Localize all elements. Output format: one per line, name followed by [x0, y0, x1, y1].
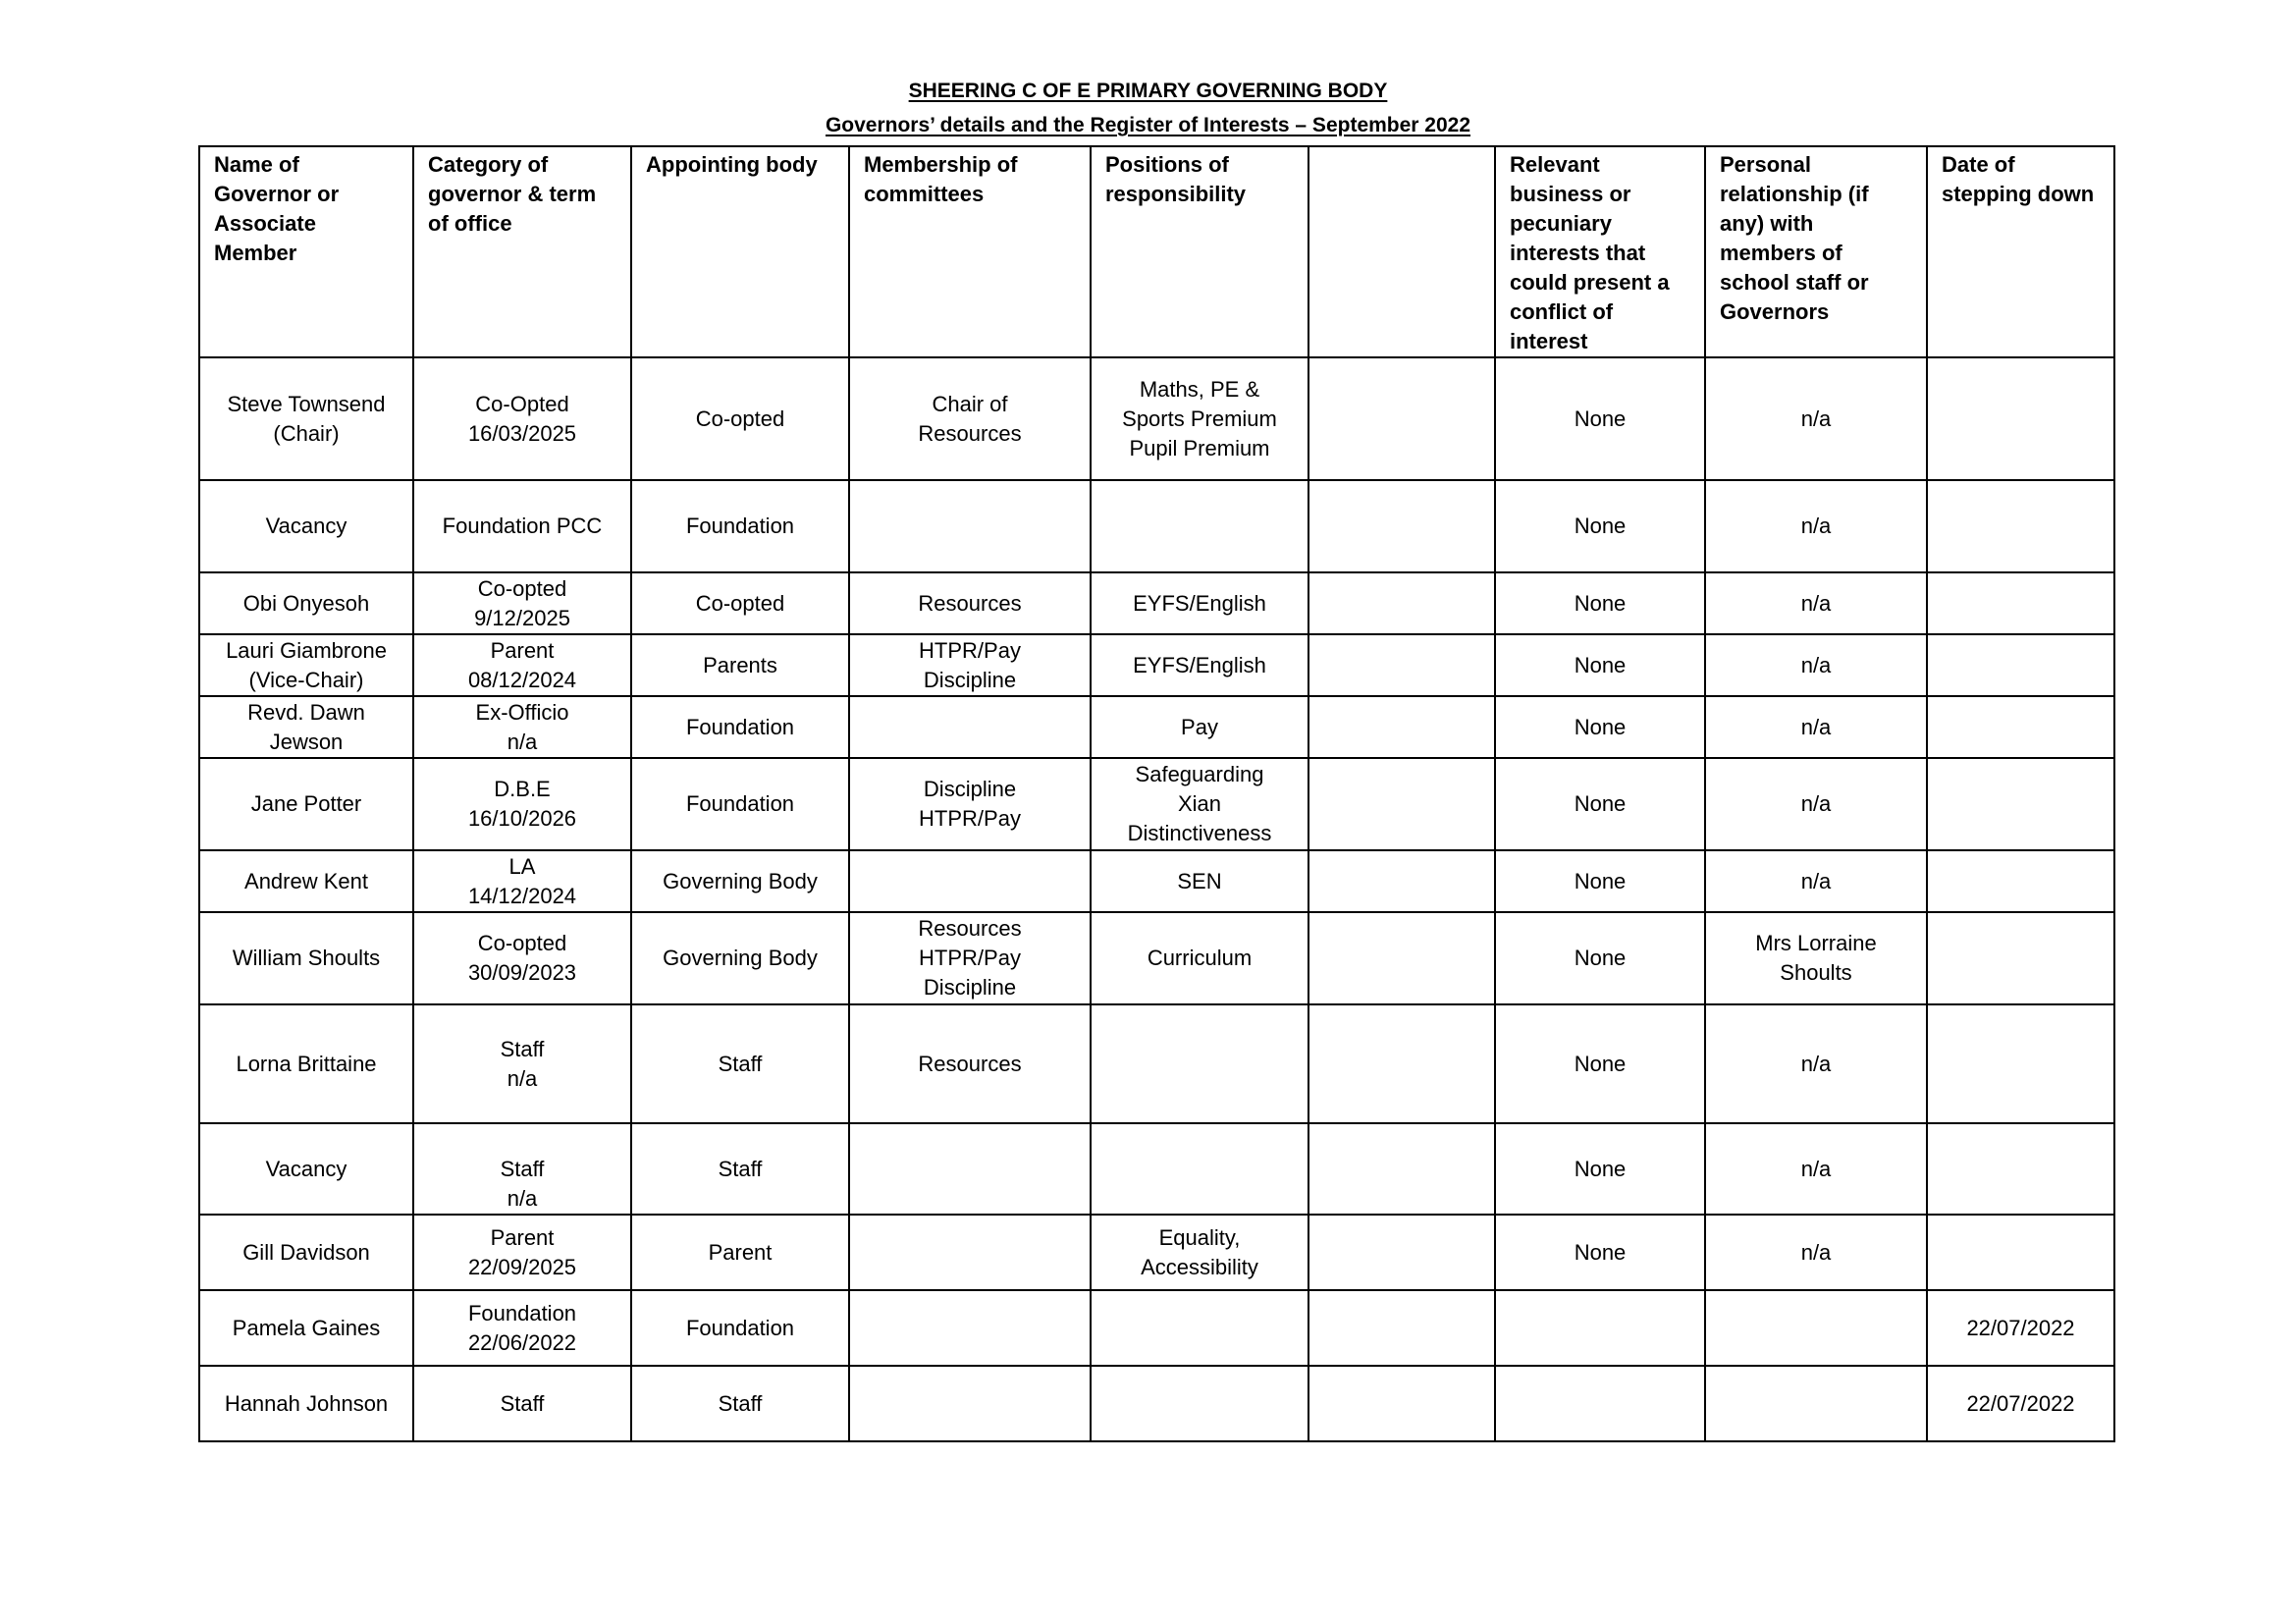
cell-stepping-down	[1927, 480, 2114, 572]
cell-appointing-body: Parents	[631, 634, 849, 696]
cell-committees: Resources	[849, 1004, 1091, 1123]
cell-committees: HTPR/Pay Discipline	[849, 634, 1091, 696]
cell-relationship: n/a	[1705, 1004, 1927, 1123]
cell-interests: None	[1495, 357, 1705, 480]
cell-interests: None	[1495, 480, 1705, 572]
cell-name: Gill Davidson	[199, 1215, 413, 1290]
cell-relationship: n/a	[1705, 634, 1927, 696]
cell-appointing-body: Foundation	[631, 696, 849, 758]
cell-positions	[1091, 1366, 1308, 1441]
cell-interests: None	[1495, 1123, 1705, 1215]
cell-category: Co-Opted 16/03/2025	[413, 357, 631, 480]
cell-stepping-down	[1927, 357, 2114, 480]
cell-appointing-body: Foundation	[631, 1290, 849, 1366]
cell-committees: Discipline HTPR/Pay	[849, 758, 1091, 850]
cell-category: Ex-Officio n/a	[413, 696, 631, 758]
cell-category: Parent 22/09/2025	[413, 1215, 631, 1290]
cell-name: Lorna Brittaine	[199, 1004, 413, 1123]
cell-blank	[1308, 634, 1495, 696]
cell-appointing-body: Co-opted	[631, 572, 849, 634]
cell-committees: Resources HTPR/Pay Discipline	[849, 912, 1091, 1004]
header-committees: Membership of committees	[849, 146, 1091, 357]
cell-positions: Safeguarding Xian Distinctiveness	[1091, 758, 1308, 850]
cell-appointing-body: Foundation	[631, 758, 849, 850]
table-row	[199, 696, 2114, 758]
cell-appointing-body: Governing Body	[631, 912, 849, 1004]
table-row	[199, 634, 2114, 696]
cell-interests: None	[1495, 1215, 1705, 1290]
cell-interests: None	[1495, 634, 1705, 696]
cell-interests: None	[1495, 758, 1705, 850]
cell-positions: Pay	[1091, 696, 1308, 758]
cell-blank	[1308, 1290, 1495, 1366]
cell-name: Jane Potter	[199, 758, 413, 850]
cell-stepping-down	[1927, 1215, 2114, 1290]
cell-category: Staff n/a	[413, 1123, 631, 1215]
cell-positions: EYFS/English	[1091, 572, 1308, 634]
header-name: Name of Governor or Associate Member	[199, 146, 413, 357]
cell-appointing-body: Co-opted	[631, 357, 849, 480]
cell-category: Foundation 22/06/2022	[413, 1290, 631, 1366]
cell-committees	[849, 1366, 1091, 1441]
cell-appointing-body: Staff	[631, 1004, 849, 1123]
cell-interests: None	[1495, 696, 1705, 758]
table-row	[199, 1215, 2114, 1290]
table-row	[199, 357, 2114, 480]
table-row	[199, 1290, 2114, 1366]
cell-blank	[1308, 357, 1495, 480]
cell-name: Vacancy	[199, 480, 413, 572]
cell-stepping-down: 22/07/2022	[1927, 1290, 2114, 1366]
cell-relationship: n/a	[1705, 1123, 1927, 1215]
header-positions: Positions of responsibility	[1091, 146, 1308, 357]
cell-name: Revd. Dawn Jewson	[199, 696, 413, 758]
cell-category: LA 14/12/2024	[413, 850, 631, 912]
cell-positions	[1091, 1290, 1308, 1366]
cell-positions: SEN	[1091, 850, 1308, 912]
cell-positions	[1091, 480, 1308, 572]
cell-appointing-body: Staff	[631, 1366, 849, 1441]
cell-stepping-down	[1927, 572, 2114, 634]
cell-relationship: n/a	[1705, 357, 1927, 480]
header-row	[199, 146, 2114, 357]
cell-relationship: n/a	[1705, 696, 1927, 758]
cell-stepping-down	[1927, 1123, 2114, 1215]
cell-positions: Equality, Accessibility	[1091, 1215, 1308, 1290]
cell-blank	[1308, 572, 1495, 634]
cell-relationship: n/a	[1705, 758, 1927, 850]
cell-relationship: n/a	[1705, 1215, 1927, 1290]
cell-category: Foundation PCC	[413, 480, 631, 572]
cell-relationship: n/a	[1705, 480, 1927, 572]
cell-name: William Shoults	[199, 912, 413, 1004]
table-row	[199, 912, 2114, 1004]
cell-category: Co-opted 9/12/2025	[413, 572, 631, 634]
cell-name: Andrew Kent	[199, 850, 413, 912]
header-appointing-body: Appointing body	[631, 146, 849, 357]
cell-committees	[849, 1123, 1091, 1215]
cell-blank	[1308, 1215, 1495, 1290]
cell-positions: Maths, PE & Sports Premium Pupil Premium	[1091, 357, 1308, 480]
cell-positions: Curriculum	[1091, 912, 1308, 1004]
register-table	[198, 145, 2115, 1442]
document-title: SHEERING C OF E PRIMARY GOVERNING BODY	[908, 80, 1388, 102]
header-relationship: Personal relationship (if any) with members of school staff or Governors	[1705, 146, 1927, 357]
cell-category: Staff	[413, 1366, 631, 1441]
cell-positions: EYFS/English	[1091, 634, 1308, 696]
cell-interests	[1495, 1290, 1705, 1366]
cell-committees	[849, 850, 1091, 912]
cell-name: Hannah Johnson	[199, 1366, 413, 1441]
table-row	[199, 1004, 2114, 1123]
table-row	[199, 850, 2114, 912]
cell-name: Vacancy	[199, 1123, 413, 1215]
cell-category: Co-opted 30/09/2023	[413, 912, 631, 1004]
cell-relationship: n/a	[1705, 572, 1927, 634]
cell-interests: None	[1495, 572, 1705, 634]
cell-stepping-down	[1927, 696, 2114, 758]
header-interests: Relevant business or pecuniary interests that could present a conflict of interest	[1495, 146, 1705, 357]
cell-committees: Resources	[849, 572, 1091, 634]
cell-blank	[1308, 696, 1495, 758]
cell-committees: Chair of Resources	[849, 357, 1091, 480]
table-row	[199, 758, 2114, 850]
cell-category: Parent 08/12/2024	[413, 634, 631, 696]
cell-stepping-down: 22/07/2022	[1927, 1366, 2114, 1441]
table-row	[199, 480, 2114, 572]
cell-blank	[1308, 758, 1495, 850]
cell-stepping-down	[1927, 850, 2114, 912]
cell-stepping-down	[1927, 912, 2114, 1004]
cell-interests: None	[1495, 850, 1705, 912]
cell-appointing-body: Governing Body	[631, 850, 849, 912]
cell-committees	[849, 1215, 1091, 1290]
table-row	[199, 1366, 2114, 1441]
cell-interests: None	[1495, 912, 1705, 1004]
cell-relationship: n/a	[1705, 850, 1927, 912]
cell-name: Lauri Giambrone (Vice-Chair)	[199, 634, 413, 696]
cell-category: D.B.E 16/10/2026	[413, 758, 631, 850]
cell-relationship	[1705, 1290, 1927, 1366]
cell-appointing-body: Foundation	[631, 480, 849, 572]
cell-category: Staff n/a	[413, 1004, 631, 1123]
cell-committees	[849, 696, 1091, 758]
cell-interests: None	[1495, 1004, 1705, 1123]
cell-appointing-body: Parent	[631, 1215, 849, 1290]
cell-stepping-down	[1927, 1004, 2114, 1123]
cell-stepping-down	[1927, 634, 2114, 696]
cell-interests	[1495, 1366, 1705, 1441]
cell-relationship	[1705, 1366, 1927, 1441]
header-blank	[1308, 146, 1495, 357]
cell-committees	[849, 480, 1091, 572]
cell-blank	[1308, 1366, 1495, 1441]
cell-blank	[1308, 850, 1495, 912]
cell-blank	[1308, 480, 1495, 572]
cell-committees	[849, 1290, 1091, 1366]
cell-blank	[1308, 912, 1495, 1004]
cell-blank	[1308, 1004, 1495, 1123]
table-row	[199, 572, 2114, 634]
cell-name: Obi Onyesoh	[199, 572, 413, 634]
cell-appointing-body: Staff	[631, 1123, 849, 1215]
cell-positions	[1091, 1004, 1308, 1123]
table-row	[199, 1123, 2114, 1215]
cell-positions	[1091, 1123, 1308, 1215]
cell-name: Pamela Gaines	[199, 1290, 413, 1366]
document-subtitle: Governors’ details and the Register of Interests – September 2022	[825, 114, 1471, 136]
header-category: Category of governor & term of office	[413, 146, 631, 357]
cell-relationship: Mrs Lorraine Shoults	[1705, 912, 1927, 1004]
header-stepping-down: Date of stepping down	[1927, 146, 2114, 357]
cell-name: Steve Townsend (Chair)	[199, 357, 413, 480]
cell-stepping-down	[1927, 758, 2114, 850]
cell-blank	[1308, 1123, 1495, 1215]
